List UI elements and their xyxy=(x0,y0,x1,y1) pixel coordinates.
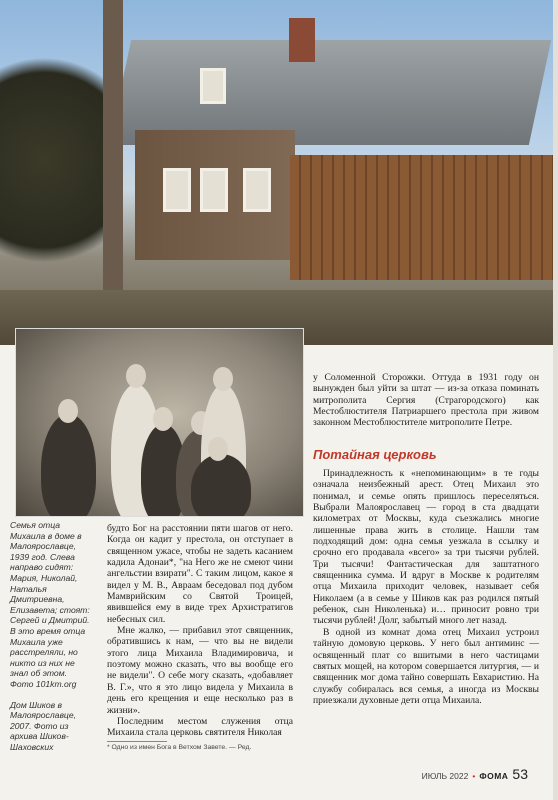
family-photo-credit: Фото 101km.org xyxy=(10,678,77,689)
family-photo xyxy=(15,328,304,517)
house-window xyxy=(200,168,228,212)
footnote-divider xyxy=(107,741,167,742)
paragraph: у Соломенной Сторожки. Оттуда в 1931 году он вынужден был уйти за штат — из-за отказа поминать митрополита Сергия (Страгородского) как Местоблюстителя Патриаршего престола при живом законном Местоблюстителе митрополите Петре. xyxy=(313,372,539,429)
house-window xyxy=(163,168,191,212)
face xyxy=(153,407,173,431)
house-photo-caption: Дом Шиков в Малоярославце, 2007. Фото из архива Шиков-Шаховских xyxy=(10,699,77,752)
page-number: 53 xyxy=(512,766,528,782)
footer-separator: • xyxy=(472,771,476,781)
article-column-middle xyxy=(107,523,293,739)
face xyxy=(58,399,78,423)
paragraph: Мне жалко, — прибавил этот священник, обратившись к нам, — что вы не видели этого лица Михаила Владимировича, и поэтому можно сказать, что вы вообще его не видели". О себе могу сказать, «добавляет В. Г.», что я это лицо видела у Михаила в день его крещения и еще несколько раз в жизни». xyxy=(107,625,293,716)
paragraph: будто Бог на расстоянии пяти шагов от него. Когда он кадит у престола, он отступает в священном ужасе, чтобы не задеть касанием кадила Адонаи*, "на Него же не смеют чини ангельстии взирати". С таким лицом, какое я видел у М. В., Авраам беседовал под дубом Мамврийским со Святой Троицей, явившейся ему в виде трех Архистратигов небесных сил. xyxy=(107,523,293,625)
face xyxy=(213,367,233,391)
house-photo-credit: Фото из архива Шиков-Шаховских xyxy=(10,720,69,752)
article-column-right xyxy=(313,468,539,706)
wooden-fence xyxy=(290,155,558,280)
house-photo xyxy=(0,0,558,345)
page-footer xyxy=(422,766,528,782)
face xyxy=(126,364,146,388)
tree xyxy=(0,30,110,290)
paragraph: В одной из комнат дома отец Михаил устроил тайную домовую церковь. У него был антиминс — освященный плат со вшитыми в него частицами святых мощей, на котором совершается литургия, — и священник мог дома тайно совершать Евхаристию. На службу собиралась вся семья, а иногда из Москвы приезжали духовные дети отца Михаила. xyxy=(313,626,539,706)
person xyxy=(41,414,96,517)
photo-captions xyxy=(10,520,92,762)
issue-date: ИЮЛЬ 2022 xyxy=(421,771,469,781)
house-chimney xyxy=(289,18,315,62)
section-subheading: Потайная церковь xyxy=(313,447,437,462)
page-edge xyxy=(553,0,558,800)
house-window xyxy=(200,68,226,104)
magazine-name: ФОМА xyxy=(479,771,509,781)
family-photo-caption: Семья отца Михаила в доме в Малоярославце, 1939 год. Слева направо сидят: Мария, Николай, Наталья Дмитриевна, Елизавета; стоят: Сергей и Дмитрий. В это время отца Михаила уже расстреляли, но никто из них не знал об этом. Фото 101km.org xyxy=(10,520,90,689)
footnote: * Одно из имен Бога в Ветхом Завете. — Ред. xyxy=(107,744,252,751)
paragraph: Последним местом служения отца Михаила стала церковь святителя Николая xyxy=(107,715,293,739)
house-window xyxy=(243,168,271,212)
article-column-right-top xyxy=(313,372,539,429)
person xyxy=(191,454,251,517)
utility-pole xyxy=(103,0,123,300)
paragraph: Принадлежность к «непоминающим» в те годы означала неизбежный арест. Отец Михаил это понимал, и семье опять пришлось переселяться. Выбрали Малоярославец — город в ста двадцати километрах от Москвы, куда съезжались многие лишенные права жить в столице. Нашли там подходящий дом: одна семья уезжала в ссылку и срочно его продавала «всего» за три тысячи рублей. Три тысячи! Фантастическая для заштатного священника сумма. И вдруг в Москве к родителям отца Михаила приходит человек, называет себя Николаем (а в семье у Шиков как раз родился пятый ребенок, сын Николенька) и… приносит ровно три тысячи рублей! Долг, забытый много лет назад. xyxy=(313,468,539,627)
face xyxy=(208,437,228,461)
